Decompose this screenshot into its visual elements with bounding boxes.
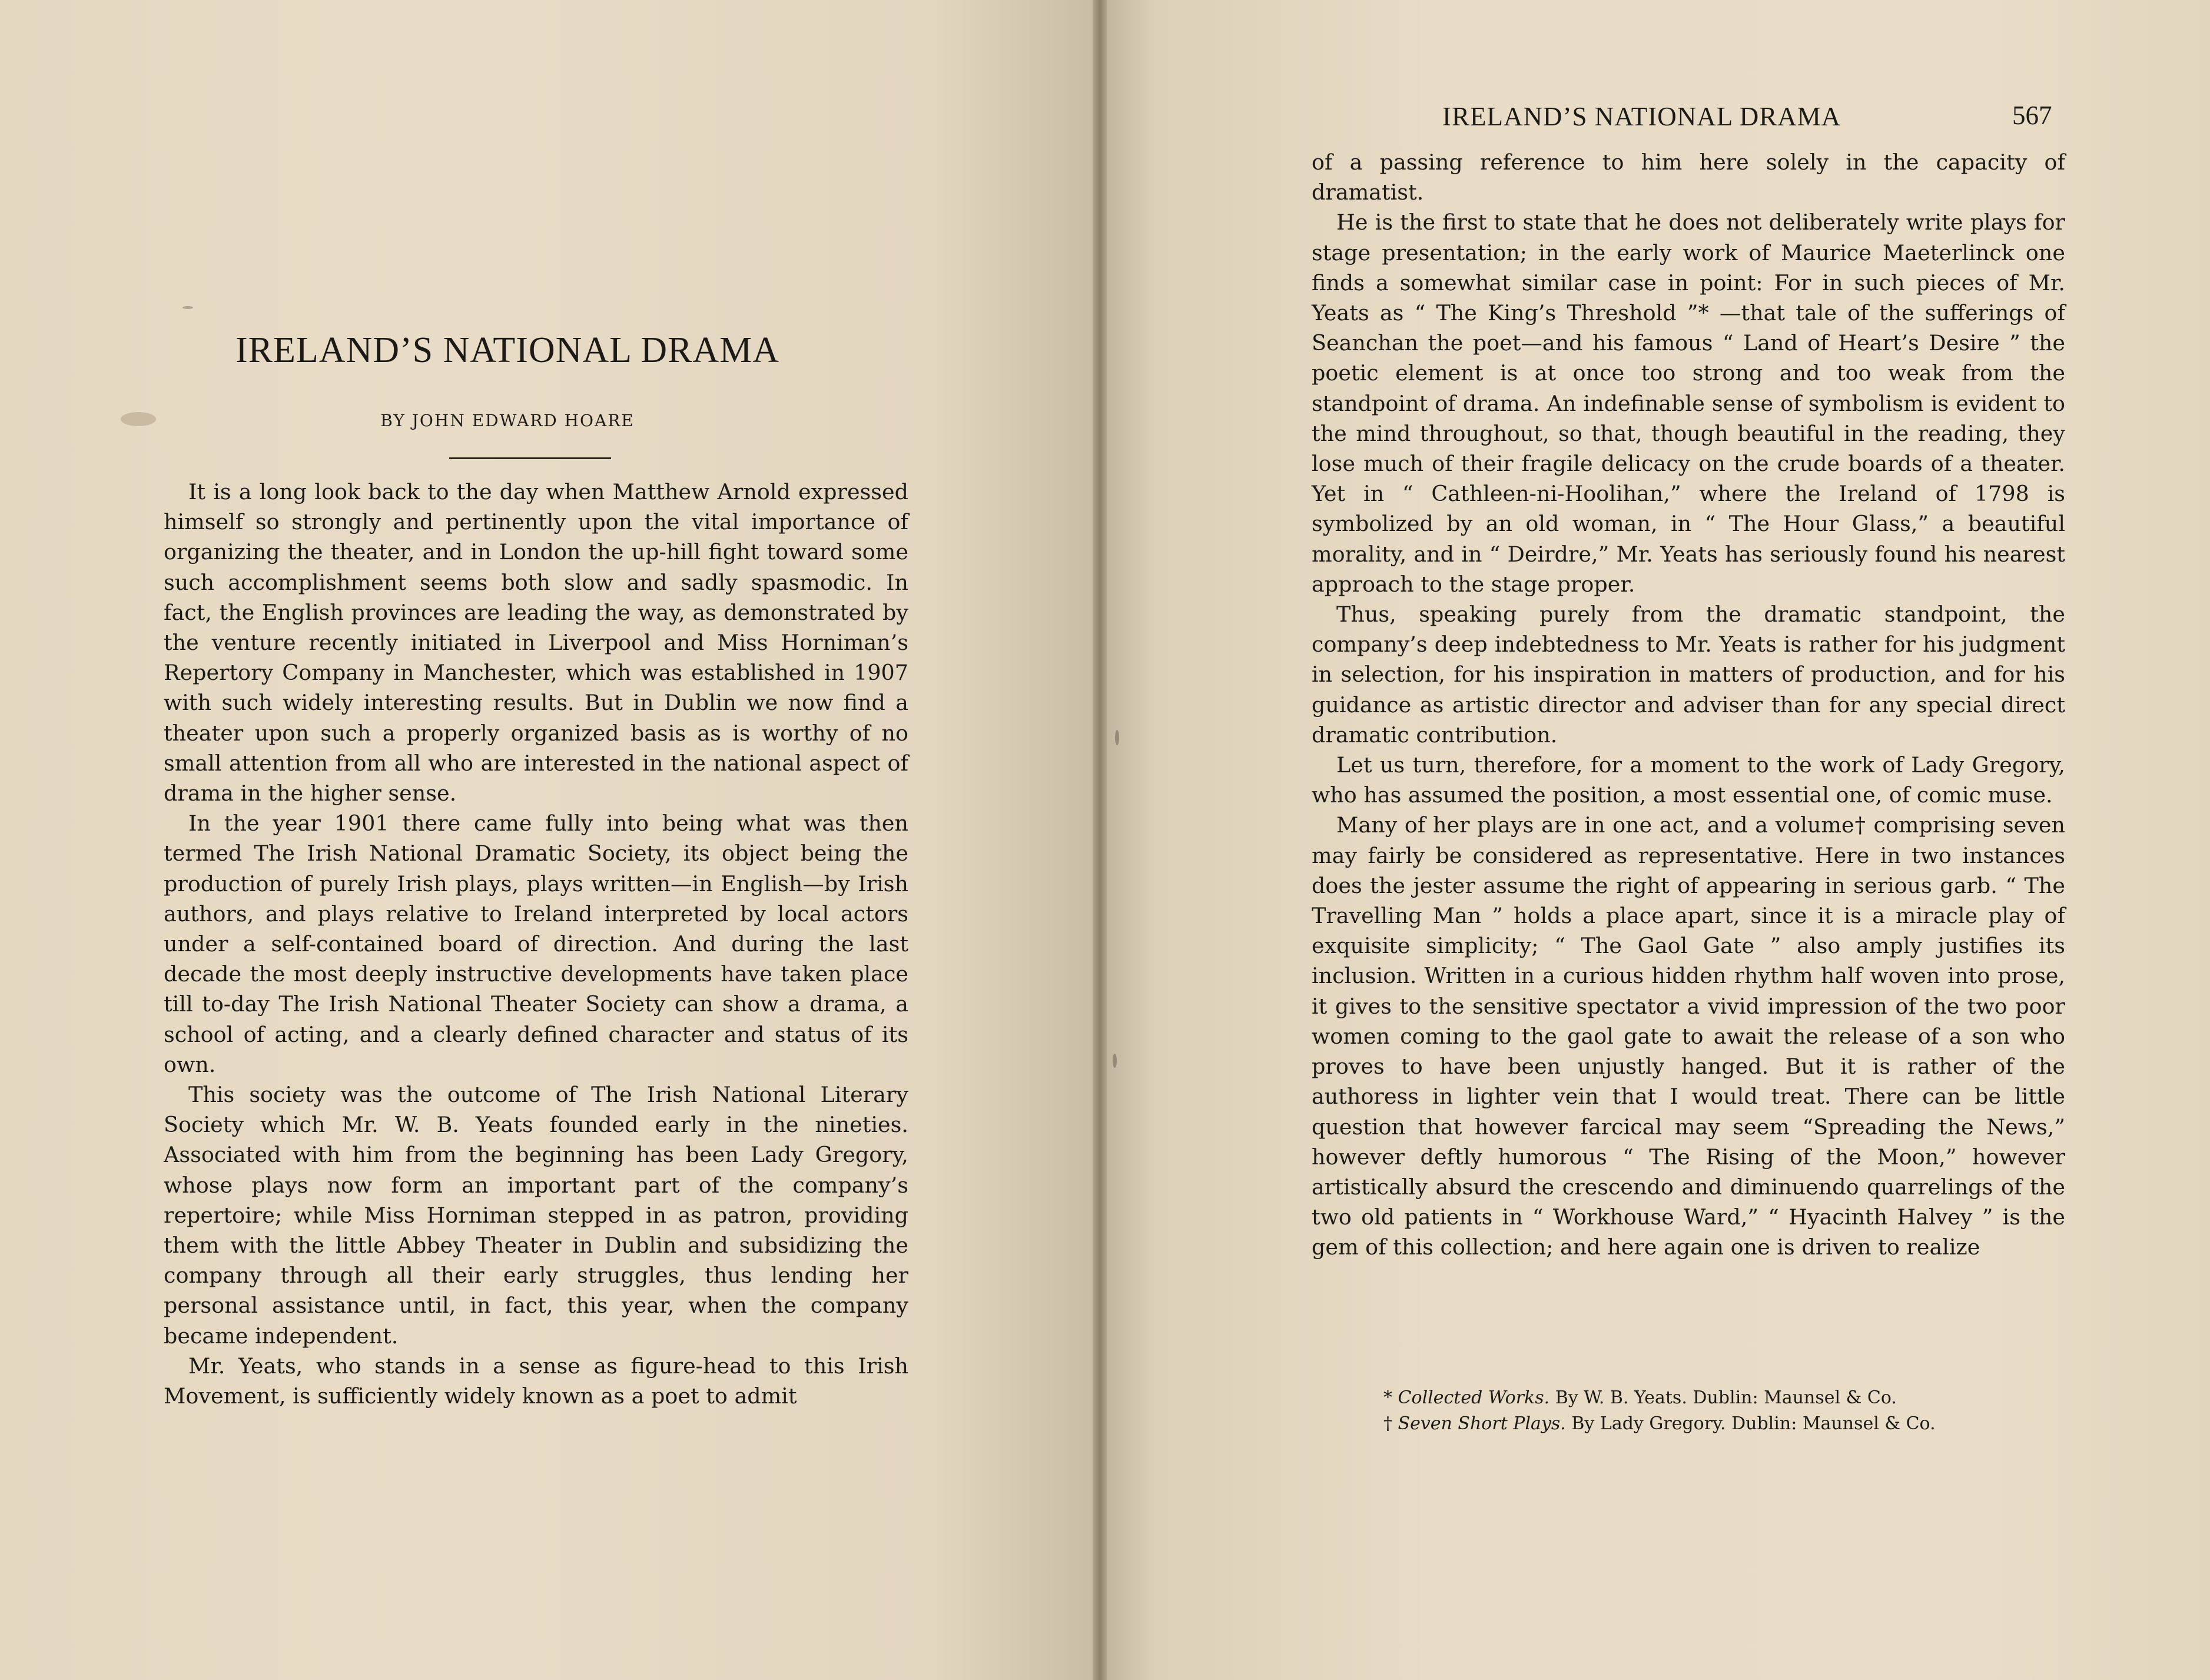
paper-speck bbox=[1115, 730, 1119, 745]
left-page bbox=[0, 0, 1100, 1680]
footnote-text: By Lady Gregory. Dublin: Maunsel & Co. bbox=[1571, 1413, 1936, 1434]
footnote-mark: † bbox=[1383, 1413, 1392, 1434]
paragraph: In the year 1901 there came fully into being what was then termed The Irish National Dramatic Society, its object being the production of purely Irish plays, plays written—in English—by Irish authors, and plays relative to Ireland interpreted by local actors under a self-contained board of direction. And during the last decade the most deeply instructive developments have taken place till to-day The Irish National Theater Society can show a drama, a school of acting, and a clearly defined character and status of its own. bbox=[164, 811, 908, 1077]
book-gutter bbox=[1093, 0, 1107, 1680]
paper-speck bbox=[182, 306, 193, 309]
paragraph: It is a long look back to the day when Matthew Arnold expressed himself so strongly and pertinently upon the vital importance of organizing the theater, and in London the up-hill fight toward some such accomplishment seems both slow and sadly spasmodic. In fact, the English provinces are leading the way, as demonstrated by the venture recently initiated in Liverpool and Miss Horniman’s Repertory Company in Manchester, which was established in 1907 with such widely interesting results. But in Dublin we now find a theater upon such a properly organized basis as is worthy of no small attention from all who are interested in the national aspect of drama in the higher sense. bbox=[164, 479, 908, 806]
article-title: IRELAND’S NATIONAL DRAMA bbox=[235, 330, 780, 370]
page-number: 567 bbox=[2012, 101, 2052, 130]
footnote-text: By W. B. Yeats. Dublin: Maunsel & Co. bbox=[1555, 1387, 1897, 1408]
paragraph: He is the first to state that he does not deliberately write plays for stage presentation; in the early work of Maurice Maeterlinck one finds a somewhat similar case in point: For in such pieces of Mr. Yeats as “ The King’s Threshold ”* —that tale of the sufferings of Seanchan the poet—and his famous “ Land of Heart’s Desire ” the poetic element is at once too strong and too weak from the standpoint of drama. An indefinable sense of symbolism is evident to the mind throughout, so that, though beautiful in the reading, they lose much of their fragile delicacy on the crude boards of a theater. Yet in “ Cathleen-ni-Hoolihan,” where the Ireland of 1798 is symbolized by an old woman, in “ The Hour Glass,” a beautiful morality, and in “ Deirdre,” Mr. Yeats has seriously found his nearest approach to the stage proper. bbox=[1312, 210, 2065, 597]
footnotes bbox=[1383, 1385, 2060, 1437]
article-byline: BY JOHN EDWARD HOARE bbox=[380, 411, 635, 430]
footnote bbox=[1383, 1411, 2060, 1437]
footnote-title: Collected Works. bbox=[1398, 1387, 1550, 1408]
left-body-text bbox=[164, 477, 908, 1411]
running-head: IRELAND’S NATIONAL DRAMA bbox=[1442, 102, 1841, 131]
paragraph: Mr. Yeats, who stands in a sense as figure-head to this Irish Movement, is sufficiently widely known as a poet to admit bbox=[164, 1353, 908, 1409]
paragraph: Let us turn, therefore, for a moment to the work of Lady Gregory, who has assumed the position, a most essential one, of comic muse. bbox=[1312, 752, 2065, 808]
footnote bbox=[1383, 1385, 2060, 1411]
paragraph: Many of her plays are in one act, and a volume† comprising seven may fairly be considered as representative. Here in two instances does the jester assume the right of appearing in serious garb. “ The Travelling Man ” holds a place apart, since it is a miracle play of exquisite simplicity; “ The Gaol Gate ” also amply justifies its inclusion. Written in a curious hidden rhythm half woven into prose, it gives to the sensitive spectator a vivid impression of the two poor women coming to the gaol gate to await the release of a son who proves to have been unjustly hanged. But it is rather of the authoress in lighter vein that I would treat. There can be little question that however farcical may seem “Spreading the News,” however deftly humorous “ The Rising of the Moon,” however artistically absurd the crescendo and diminuendo quarrelings of the two old patients in “ Workhouse Ward,” “ Hyacinth Halvey ” is the gem of this collection; and here again one is driven to realize bbox=[1312, 812, 2065, 1260]
footnote-title: Seven Short Plays. bbox=[1398, 1413, 1566, 1434]
paper-speck bbox=[1113, 1054, 1117, 1068]
right-body-text bbox=[1312, 147, 2065, 1263]
paragraph: This society was the outcome of The Irish National Literary Society which Mr. W. B. Yeats founded early in the nineties. Associated with him from the beginning has been Lady Gregory, whose plays now form an important part of the company’s repertoire; while Miss Horniman stepped in as patron, providing them with the little Abbey Theater in Dublin and subsidizing the company through all their early struggles, thus lending her personal assistance until, in fact, this year, when the company became independent. bbox=[164, 1082, 908, 1349]
paragraph: of a passing reference to him here solely in the capacity of dramatist. bbox=[1312, 150, 2065, 205]
title-divider bbox=[449, 457, 611, 459]
footnote-mark: * bbox=[1383, 1387, 1392, 1408]
paragraph: Thus, speaking purely from the dramatic standpoint, the company’s deep indebtedness to Mr. Yeats is rather for his judgment in selection, for his inspiration in matters of production, and for his guidance as artistic director and adviser than for any special direct dramatic contribution. bbox=[1312, 602, 2065, 748]
